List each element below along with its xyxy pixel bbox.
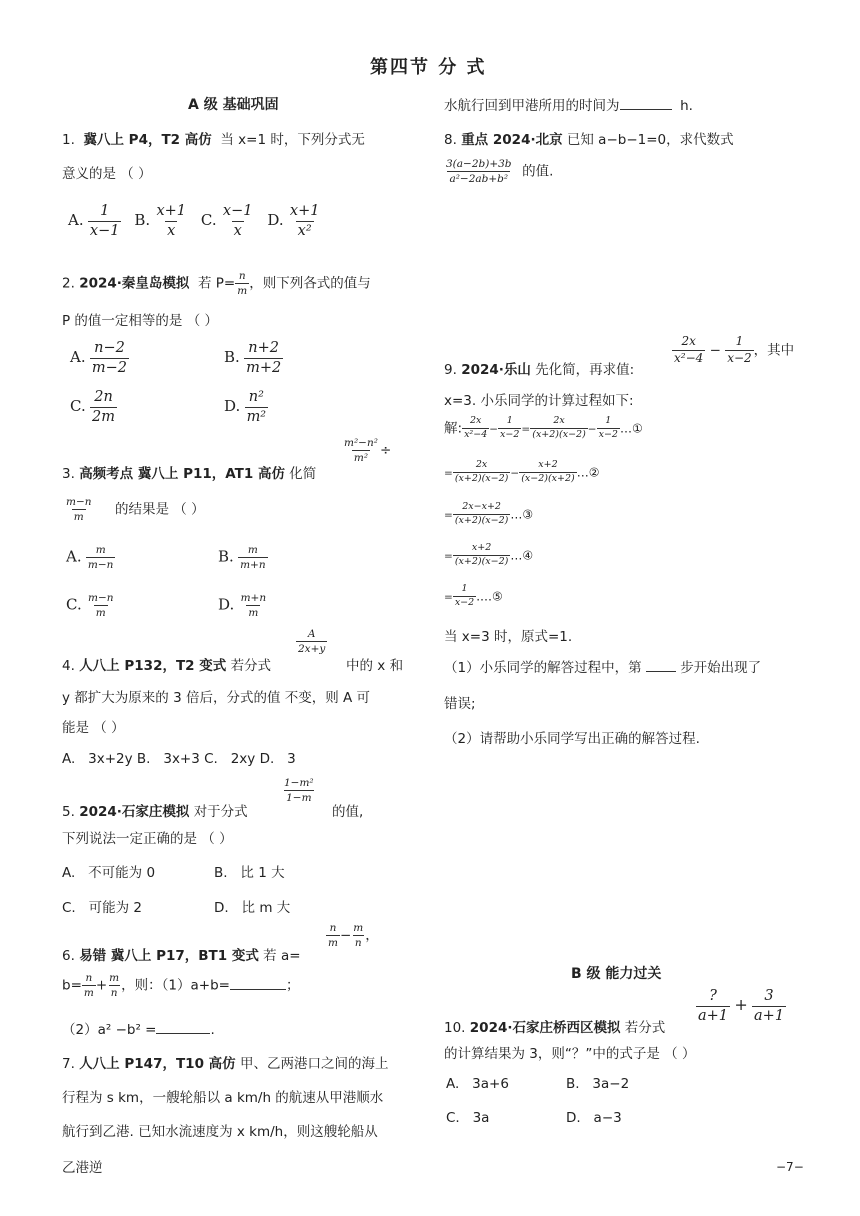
- q4-stem2: y 都扩大为原来的 3 倍后，分式的值 不变，则 A 可: [62, 690, 371, 706]
- q1-stem2: 意义的是 （ ）: [62, 166, 152, 182]
- q10-opt-c: C. 3a: [446, 1110, 490, 1126]
- q2-opt-b: B. $\frac{n+2}{m+2}$: [224, 340, 282, 376]
- q2-opt-d: D. $\frac{\text{n²}}{\text{m²}}$: [224, 389, 267, 425]
- q1-opt-a-label: A.: [68, 211, 84, 230]
- q9-step4: = $\frac{x+2}{(x+2)(x-2)}$ …④: [444, 542, 534, 567]
- q7-answer-blank[interactable]: [620, 97, 672, 110]
- q2-stem2: P 的值一定相等的是 （ ）: [62, 313, 219, 329]
- q5-tag: 2024·石家庄模拟: [79, 804, 190, 820]
- q9-tag: 2024·乐山: [461, 362, 531, 378]
- q1-opt-b-fraction: $\frac{x+1}{x}$: [156, 203, 186, 239]
- q5-opt-c: C. 可能为 2: [62, 900, 142, 916]
- q3-opt-d: D. $\frac{m+n}{m}$: [218, 592, 267, 620]
- q9-step1: 解: $\frac{2x}{\text{x²−4}}$ − $\frac{1}{x-2}$ = $\frac{2x}{(x+2)(x-2)}$ − $\frac{1}{x-2}$ …①: [444, 415, 643, 440]
- q10-tag: 2024·石家庄桥西区模拟: [469, 1020, 621, 1036]
- q2-opt-c: C. $\frac{2n}{2m}$: [70, 389, 115, 425]
- section-b-heading: B 级 能力过关: [571, 966, 662, 982]
- q7-tag: 人八上 P147，T10 高仿: [79, 1056, 236, 1072]
- q10-opt-b: B. 3a−2: [566, 1076, 630, 1092]
- q2-line1: [62, 270, 371, 297]
- q8-line1: 8. 重点 2024·北京 已知 a−b−1=0，求代数式: [444, 132, 734, 148]
- q2-opt-d-fraction: $\frac{\text{n²}}{\text{m²}}$: [246, 389, 267, 425]
- q9-step5: = $\frac{1}{x-2}$ .…⑤: [444, 583, 503, 608]
- page-title: 第四节 分 式: [370, 57, 487, 78]
- q3-opt-b: B. $\frac{m}{m+n}$: [218, 544, 266, 572]
- q1-opt-d-label: D.: [267, 211, 284, 230]
- q1-opt-c-fraction: $\frac{x-1}{x}$: [222, 203, 253, 239]
- q1-line1: [62, 128, 365, 148]
- q10-line1: 10. 2024·石家庄桥西区模拟 若分式: [444, 1020, 666, 1036]
- q10-expression: $\frac{?}{a+1}$ + $\frac{3}{a+1}$: [698, 988, 785, 1024]
- q8-tag: 重点 2024·北京: [461, 132, 563, 148]
- q5-opt-a: A. 不可能为 0: [62, 865, 156, 881]
- page-number: −7−: [776, 1160, 804, 1174]
- q2-opt-a: A. $\frac{n-2}{m-2}$: [70, 340, 128, 376]
- q6-line2: b= $\frac{n}{m}$ + $\frac{m}{n}$ ，则：（1）a+b= ；: [62, 972, 300, 1000]
- q10-opt-a: A. 3a+6: [446, 1076, 509, 1092]
- q1-tag: 冀八上 P4，T2 高仿: [83, 132, 212, 148]
- q2-opt-a-fraction: $\frac{n-2}{m-2}$: [91, 340, 128, 376]
- q7-line2: 行程为 s km，一艘轮船以 a km/h 的航速从甲港顺水: [62, 1090, 384, 1106]
- q4-stem3: 能是 （ ）: [62, 720, 125, 736]
- q9-answer-blank[interactable]: [646, 659, 676, 672]
- q4-fraction: $\frac{A}{2x+y}$: [298, 628, 326, 656]
- q9-conclusion: 当 x=3 时，原式=1.: [444, 629, 573, 645]
- q2-stem-post: ，则下列各式的值与: [249, 275, 371, 292]
- q3-opt-c: C. $\frac{m-n}{m}$: [66, 592, 114, 620]
- q1-opt-d-fraction: $\frac{x+1}{\text{x²}}$: [289, 203, 320, 239]
- q9-step2: = $\frac{2x}{(x+2)(x-2)}$ − $\frac{x+2}{(x-2)(x+2)}$ …②: [444, 459, 600, 484]
- q9-line1: 9. 2024·乐山 先化简，再求值:: [444, 362, 635, 378]
- q2-number: 2.: [62, 275, 75, 292]
- q6-line3: （2）a² −b² = .: [62, 1022, 215, 1038]
- q9-part2: （2）请帮助小乐同学写出正确的解答过程.: [444, 731, 700, 747]
- q1-opt-a-fraction: $\frac{1}{x-1}$: [89, 203, 120, 239]
- q4-tag: 人八上 P132，T2 变式: [79, 658, 227, 674]
- q2-tag: 2024·秦皇岛模拟: [79, 275, 190, 292]
- q2-opt-c-fraction: $\frac{2n}{2m}$: [92, 389, 115, 425]
- q6-line1: 6. 易错 冀八上 P17，BT1 变式 若 a=: [62, 948, 301, 964]
- q6-tag: 易错 冀八上 P17，BT1 变式: [79, 948, 259, 964]
- q1-number: 1.: [62, 132, 75, 148]
- q1-opt-c-label: C.: [200, 211, 217, 230]
- q5-fraction: $\frac{\text{1−m²}}{1-m}$: [284, 777, 314, 805]
- q3-line1: 3. 高频考点 冀八上 P11，AT1 高仿 化简: [62, 466, 317, 482]
- q5-stem2: 下列说法一定正确的是 （ ）: [62, 831, 233, 847]
- q6-answer-blank-1[interactable]: [230, 977, 286, 990]
- q9-part1: （1）小乐同学的解答过程中，第 步开始出现了: [444, 660, 762, 676]
- q8-fraction: $\frac{3(a-2b)+3b}{\text{a²−2ab+b²}}$: [446, 158, 512, 186]
- q7-continuation: 水航行回到甲港所用的时间为 h.: [444, 98, 693, 114]
- q6-answer-blank-2[interactable]: [156, 1021, 210, 1034]
- q3-opt-a: A. $\frac{m}{m-n}$: [66, 544, 114, 572]
- q6-a-expression: $\frac{n}{m}$ − $\frac{m}{n}$ ，: [328, 922, 379, 950]
- q1-options: [68, 203, 321, 239]
- q9-stem2: x=3. 小乐同学的计算过程如下:: [444, 393, 634, 409]
- q1-opt-b-label: B.: [134, 211, 151, 230]
- q4-options: A. 3x+2y B. 3x+3 C. 2xy D. 3: [62, 751, 296, 767]
- q5-line1: 5. 2024·石家庄模拟 对于分式: [62, 804, 248, 820]
- q8-line2: $\frac{3(a-2b)+3b}{\text{a²−2ab+b²}}$ 的值.: [446, 158, 554, 186]
- q7-line1: 7. 人八上 P147，T10 高仿 甲、乙两港口之间的海上: [62, 1056, 389, 1072]
- q9-expression: $\frac{2x}{\text{x²−4}}$ − $\frac{1}{x-2}$ ，其中: [674, 334, 795, 365]
- q7-line3: 航行到乙港. 已知水流速度为 x km/h，则这艘轮船从: [62, 1124, 378, 1140]
- q10-stem2: 的计算结果为 3，则“？”中的式子是 （ ）: [444, 1046, 696, 1062]
- q2-stem-pre: 若 P=: [197, 275, 236, 292]
- q3-fraction2: $\frac{m-n}{m}$: [66, 496, 92, 524]
- q3-fraction1: $\frac{\text{m²−n²}}{\text{m²}}$ ÷: [344, 437, 392, 465]
- section-a-heading: A 级 基础巩固: [188, 97, 279, 113]
- q4-stem-post: 中的 x 和: [346, 658, 404, 674]
- q2-fraction: $\frac{n}{m}$: [237, 270, 248, 298]
- q3-tag: 高频考点 冀八上 P11，AT1 高仿: [79, 466, 285, 482]
- q9-part1-cont: 错误;: [444, 696, 476, 712]
- q10-opt-d: D. a−3: [566, 1110, 622, 1126]
- q1-stem: 当 x=1 时，下列分式无: [220, 132, 365, 148]
- q7-line4: 乙港逆: [62, 1160, 103, 1176]
- q5-opt-b: B. 比 1 大: [214, 865, 285, 881]
- q4-line1: 4. 人八上 P132，T2 变式 若分式: [62, 658, 272, 674]
- q3-line2: $\frac{m-n}{m}$ 的结果是 （ ）: [66, 496, 205, 524]
- q5-stem-post: 的值,: [332, 804, 364, 820]
- q9-step3: = $\frac{2x-x+2}{(x+2)(x-2)}$ …③: [444, 501, 534, 526]
- q2-opt-b-fraction: $\frac{n+2}{m+2}$: [246, 340, 282, 376]
- q5-opt-d: D. 比 m 大: [214, 900, 291, 916]
